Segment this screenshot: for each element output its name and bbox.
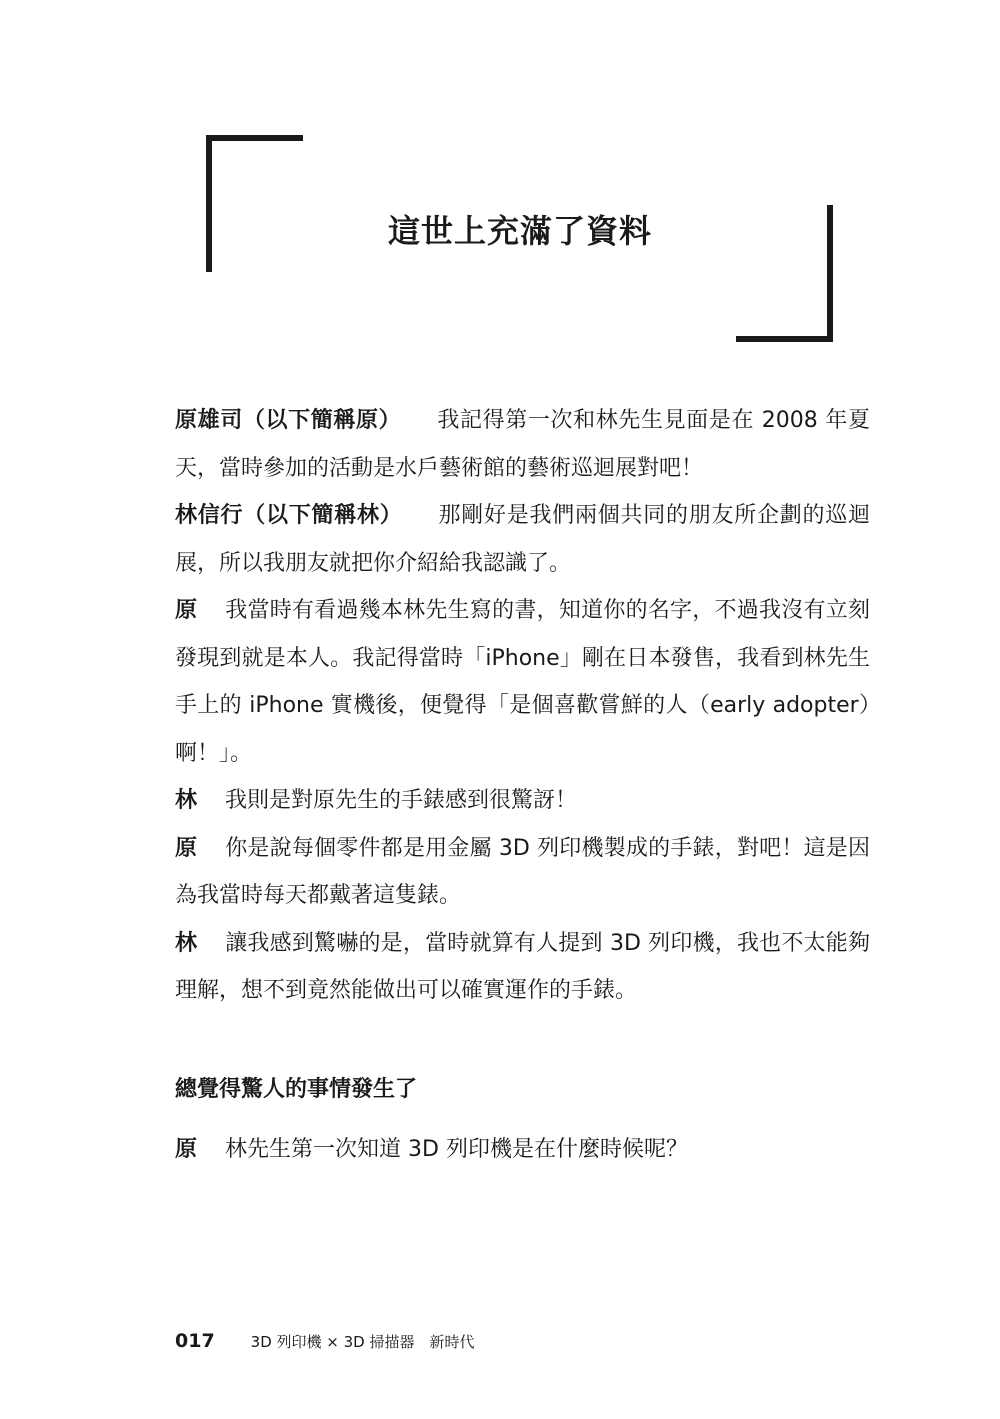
speaker-name: 原雄司（以下簡稱原） xyxy=(175,408,402,433)
speaker-name: 林信行（以下簡稱林） xyxy=(175,503,403,528)
dialogue-text: 你是說每個零件都是用金屬 3D 列印機製成的手錶，對吧！這是因為我當時每天都戴著這隻錶。 xyxy=(175,835,870,908)
speaker-name: 林 xyxy=(175,788,198,813)
dialogue-text: 那剛好是我們兩個共同的朋友所企劃的巡迴展，所以我朋友就把你介紹給我認識了。 xyxy=(175,503,870,576)
page-footer xyxy=(175,1328,475,1355)
dialogue-text: 讓我感到驚嚇的是，當時就算有人提到 3D 列印機，我也不太能夠理解，想不到竟然能做出可以確實運作的手錶。 xyxy=(175,930,870,1003)
running-book-title: 3D 列印機 × 3D 掃描器 新時代 xyxy=(250,1333,475,1351)
speaker-name: 林 xyxy=(175,930,198,956)
dialogue-text: 我則是對原先生的手錶感到很驚訝！ xyxy=(225,788,578,813)
dialogue-paragraph xyxy=(175,1126,870,1174)
chapter-title: 這世上充滿了資料 xyxy=(387,212,652,250)
speaker-name: 原 xyxy=(175,1137,198,1162)
dialogue-text: 林先生第一次知道 3D 列印機是在什麼時候呢？ xyxy=(225,1137,688,1162)
speaker-name: 原 xyxy=(175,835,198,861)
dialogue-paragraph xyxy=(175,777,870,825)
dialogue-paragraph xyxy=(175,920,870,1015)
dialogue-body xyxy=(175,397,870,1015)
dialogue-text: 我當時有看過幾本林先生寫的書，知道你的名字，不過我沒有立刻發現到就是本人。我記得當時「iPhone」剛在日本發售，我看到林先生手上的 iPhone 實機後，便覺得「是個喜歡嘗鮮的人（early adopter）啊！」。 xyxy=(175,598,870,766)
title-frame-bottom-right-horizontal xyxy=(736,336,833,342)
dialogue-paragraph xyxy=(175,492,870,587)
speaker-name: 原 xyxy=(175,598,198,623)
section-heading: 總覺得驚人的事情發生了 xyxy=(175,1077,418,1102)
title-frame-top-left-horizontal xyxy=(206,135,303,141)
dialogue-paragraph xyxy=(175,397,870,492)
dialogue-paragraph xyxy=(175,587,870,777)
section-dialogue-body xyxy=(175,1126,870,1174)
dialogue-paragraph xyxy=(175,825,870,920)
page-number: 017 xyxy=(175,1330,215,1352)
dialogue-text: 我記得第一次和林先生見面是在 2008 年夏天，當時參加的活動是水戶藝術館的藝術巡迴展對吧！ xyxy=(175,408,870,481)
